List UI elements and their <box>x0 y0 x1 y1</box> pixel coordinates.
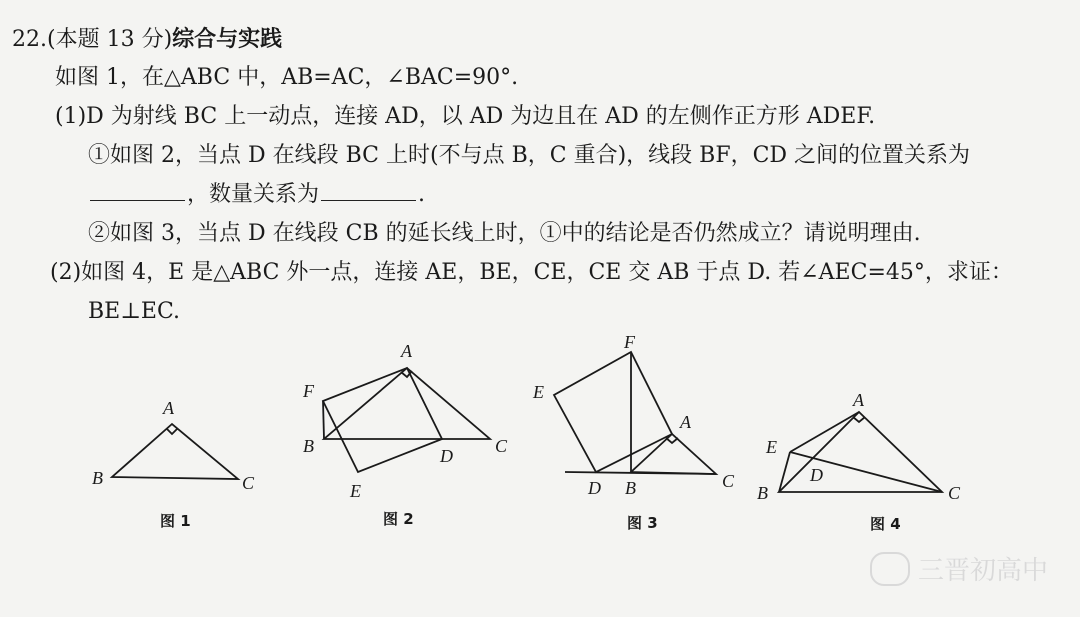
label-d: D <box>440 446 453 466</box>
problem-heading: 综合与实践 <box>172 26 283 52</box>
segment-bf <box>323 401 324 439</box>
wechat-icon <box>870 552 910 586</box>
part-2-line1: (2)如图 4，E 是△ABC 外一点，连接 AE，BE，CE，CE 交 AB 于点 D. 若∠AEC=45°，求证： <box>50 260 1013 285</box>
label-f: F <box>303 381 314 401</box>
right-angle-mark <box>167 429 177 434</box>
label-d: D <box>588 478 601 498</box>
label-e: E <box>350 481 361 501</box>
part-1a-quantity-label: ，数量关系为 <box>187 182 320 207</box>
figure-1 <box>92 398 255 530</box>
watermark-text: 三晋初高中 <box>917 556 1048 586</box>
label-c: C <box>495 436 508 456</box>
problem-intro: 如图 1，在△ABC 中，AB=AC，∠BAC=90°. <box>55 65 519 90</box>
label-c: C <box>722 471 735 491</box>
figure-4 <box>757 390 961 533</box>
watermark <box>870 550 1048 587</box>
figure-2 <box>302 341 508 528</box>
label-a: A <box>163 398 174 418</box>
triangle-abc <box>324 368 490 439</box>
label-b: B <box>757 483 768 503</box>
right-angle-mark <box>853 417 865 422</box>
label-d: D <box>810 465 823 485</box>
label-b: B <box>303 436 314 456</box>
part-1a-period: . <box>418 182 426 207</box>
problem-number: 22. <box>12 27 47 52</box>
label-e: E <box>766 437 777 457</box>
right-angle-mark <box>666 438 678 443</box>
label-a: A <box>680 412 691 432</box>
triangle-abc <box>779 412 942 492</box>
caption-fig3: 图 3 <box>627 514 658 532</box>
label-c: C <box>242 473 255 493</box>
problem-score: (本题 13 分) <box>47 27 173 52</box>
triangle-abc <box>631 434 716 474</box>
label-f: F <box>624 332 635 352</box>
caption-fig2: 图 2 <box>383 510 414 528</box>
label-b: B <box>92 468 103 488</box>
part-1b: ②如图 3，当点 D 在线段 CB 的延长线上时，①中的结论是否仍然成立？请说明理由. <box>88 221 921 246</box>
label-b: B <box>625 478 636 498</box>
figure-3 <box>532 332 735 532</box>
part-2-line2: BE⊥EC. <box>88 299 181 324</box>
square-adef <box>554 352 672 472</box>
part-1: (1)D 为射线 BC 上一动点，连接 AD，以 AD 为边且在 AD 的左侧作正方形 ADEF. <box>55 104 876 129</box>
caption-fig1: 图 1 <box>160 512 191 530</box>
label-e: E <box>533 382 544 402</box>
label-c: C <box>948 483 961 503</box>
part-1a-line1: ①如图 2，当点 D 在线段 BC 上时(不与点 B，C 重合)，线段 BF，CD 之间的位置关系为 <box>88 143 971 168</box>
caption-fig4: 图 4 <box>870 515 901 533</box>
label-a: A <box>853 390 864 410</box>
label-a: A <box>401 341 412 361</box>
